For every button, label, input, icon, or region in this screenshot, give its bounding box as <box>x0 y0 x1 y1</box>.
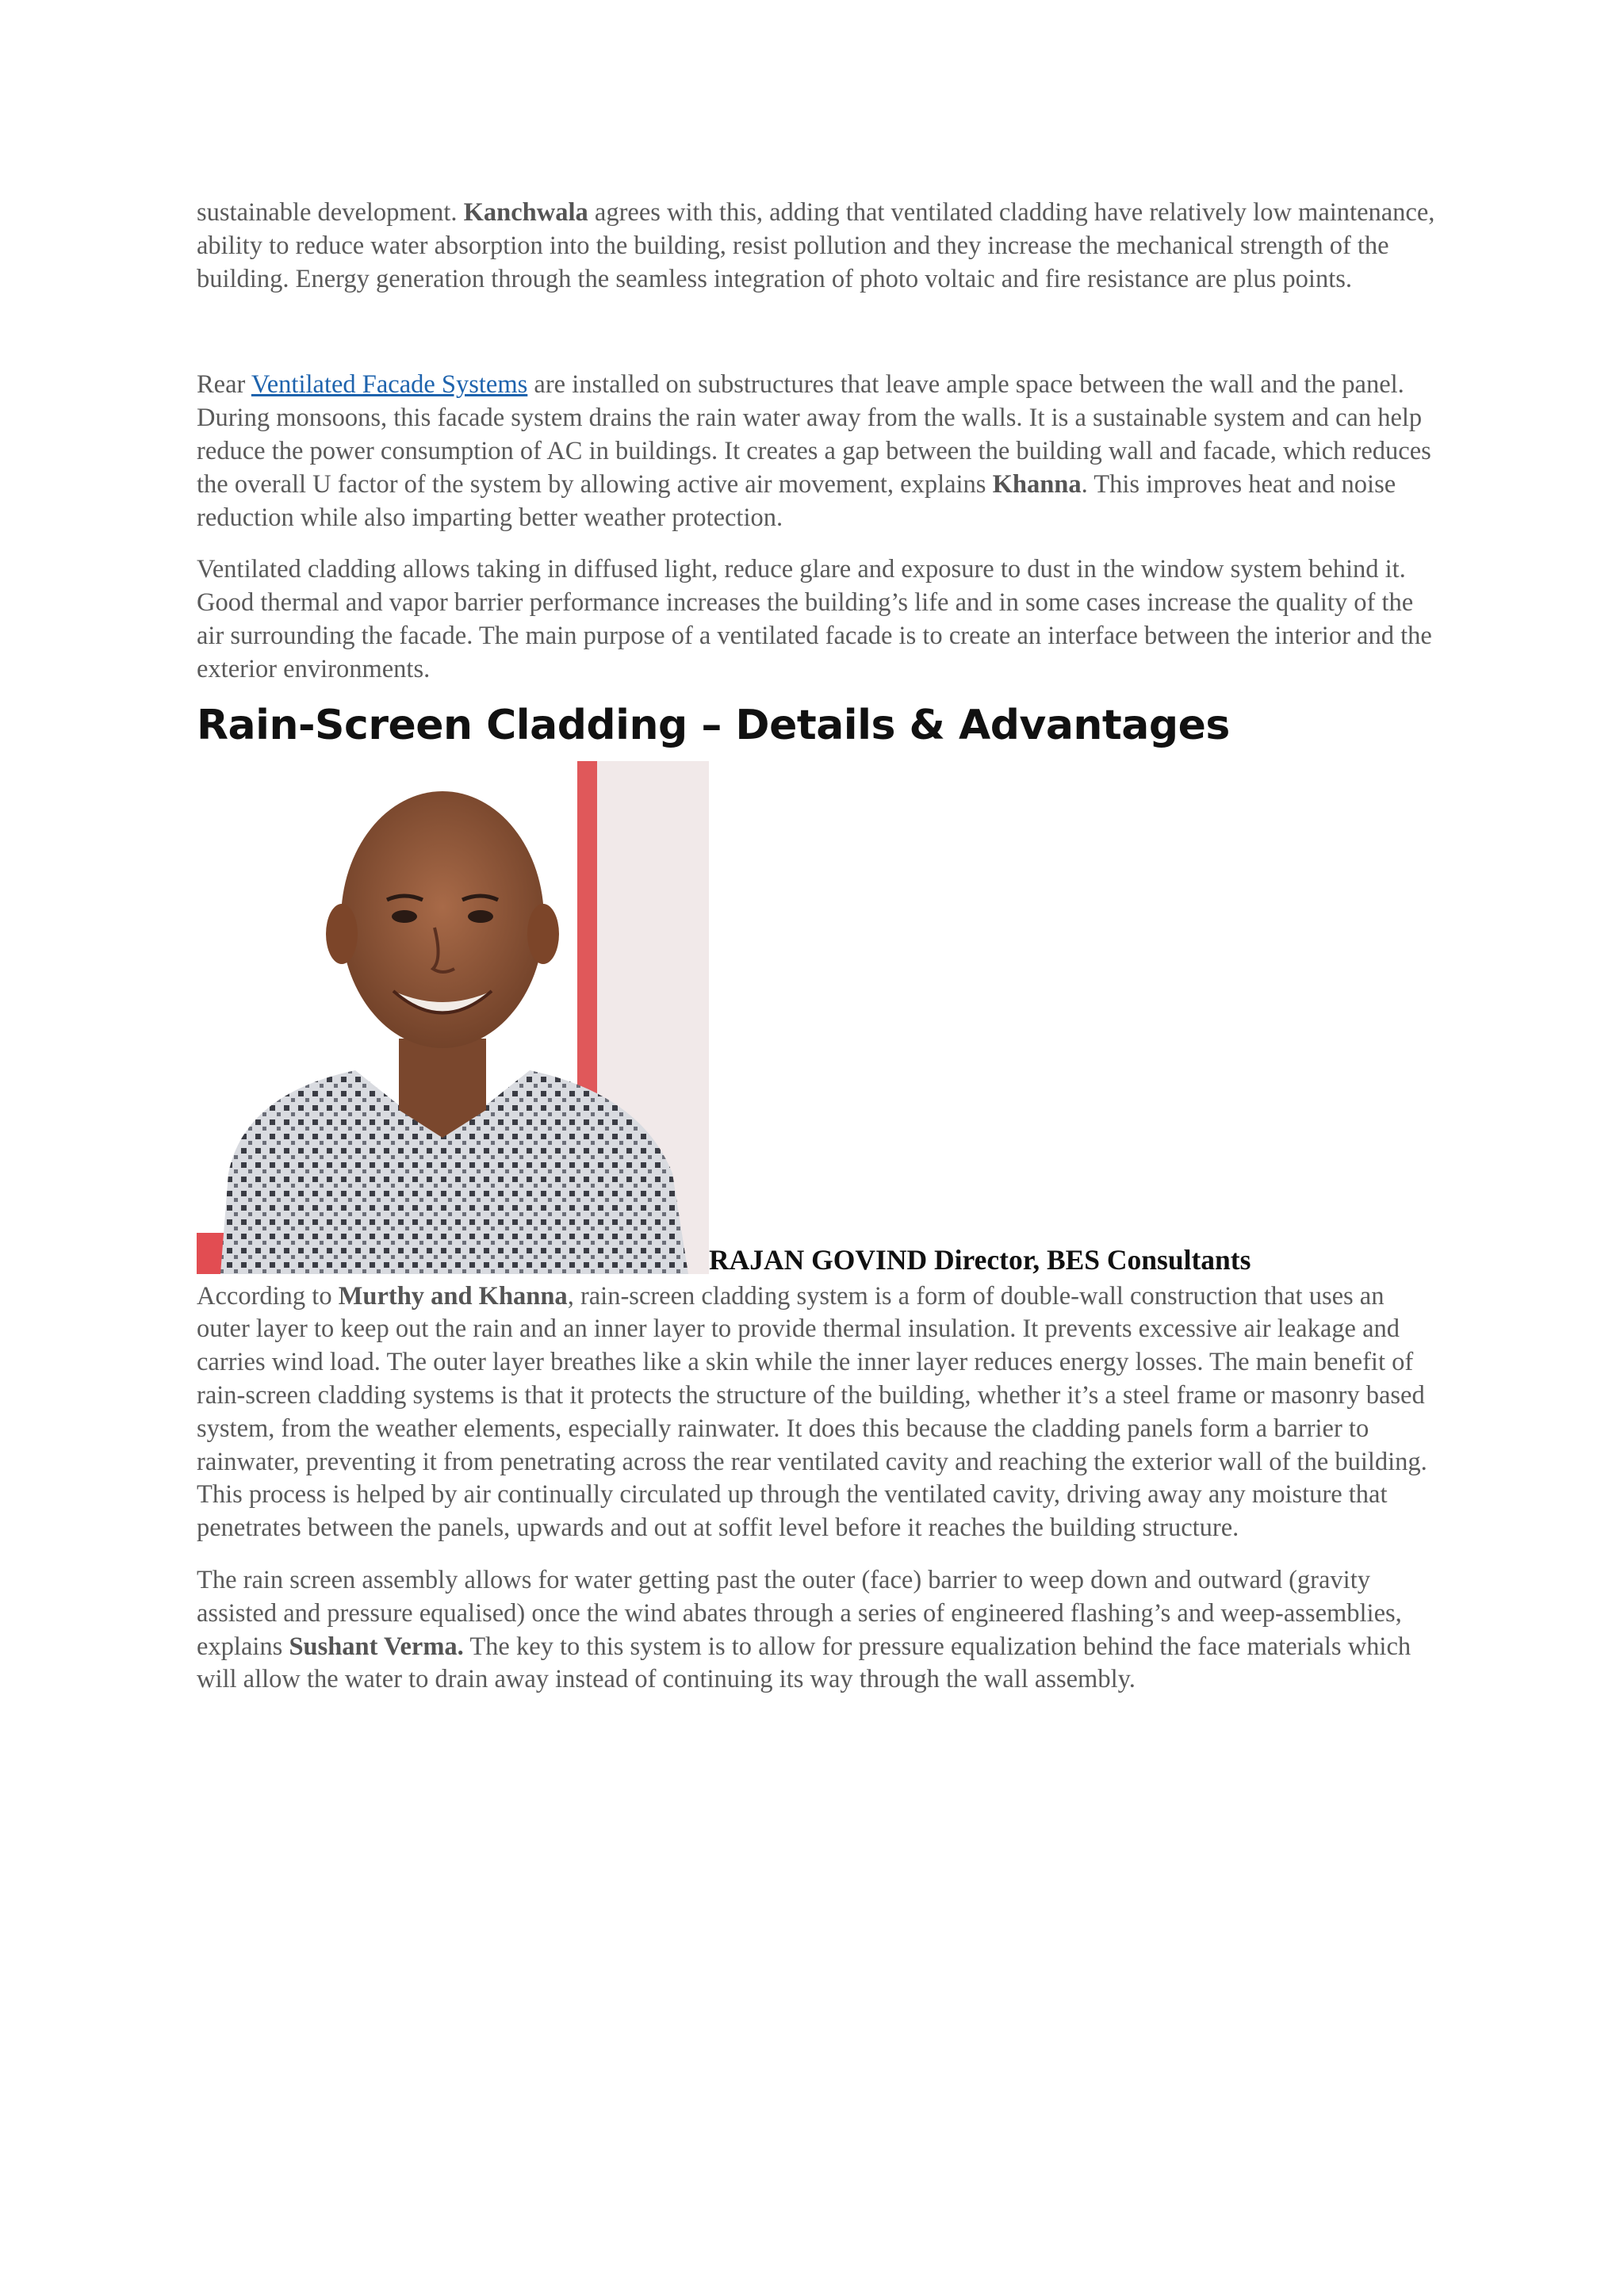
photo-row <box>197 761 1440 1274</box>
portrait-photo <box>197 761 709 1274</box>
paragraph-rain-screen: According to Murthy and Khanna, rain-screen cladding system is a form of double-wall construction that uses an outer layer to keep out the rain and an inner layer to provide thermal insulation. It prevents excessive air leakage and carries wind load. The outer layer breathes like a skin while the inner layer reduces energy losses. The main benefit of rain-screen cladding systems is that it protects the structure of the building, whether it’s a steel frame or masonry based system, from the weather elements, especially rainwater. It does this because the cladding panels form a barrier to rainwater, preventing it from penetrating across the rear ventilated cavity and reaching the exterior wall of the building. This process is helped by air continually circulated up through the ventilated cavity, driving away any moisture that penetrates between the panels, upwards and out at soffit level before it reaches the building structure. <box>197 1281 1427 1543</box>
ventilated-facade-systems-link[interactable]: Ventilated Facade Systems <box>251 370 528 400</box>
name-sushant-verma: Sushant Verma. <box>289 1632 464 1661</box>
paragraph-kanchwala: sustainable development. Kanchwala agrees with this, adding that ventilated cladding have relatively low maintenance, ability to reduce water absorption into the building, resist pollution and they increase the mechanical strength of the building. Energy generation through the seamless integration of photo voltaic and fire resistance are plus points. <box>197 198 1435 293</box>
document-page <box>197 197 1440 1697</box>
section-heading: Rain-Screen Cladding – Details & Advantages <box>197 701 1230 749</box>
name-murthy-khanna: Murthy and Khanna <box>338 1281 568 1311</box>
name-khanna: Khanna <box>992 469 1082 499</box>
paragraph-ventilated-facade: Rear Ventilated Facade Systems are installed on substructures that leave ample space between the wall and the panel. During monsoons, this facade system drains the rain water away from the walls. It is a sustainable system and can help reduce the power consumption of AC in buildings. It creates a gap between the building wall and facade, which reduces the overall U factor of the system by allowing active air movement, explains Khanna. This improves heat and noise reduction while also imparting better weather protection. <box>197 370 1431 532</box>
photo-caption: RAJAN GOVIND Director, BES Consultants <box>709 1243 1251 1276</box>
name-kanchwala: Kanchwala <box>463 198 588 227</box>
paragraph-rain-screen-assembly: The rain screen assembly allows for water getting past the outer (face) barrier to weep down and outward (gravity assisted and pressure equalised) once the wind abates through a series of engineered flashing’s and weep-assemblies, explains Sushant Verma. The key to this system is to allow for pressure equalization behind the face materials which will allow the water to drain away instead of continuing its way through the wall assembly. <box>197 1565 1411 1694</box>
paragraph-ventilated-cladding: Ventilated cladding allows taking in diffused light, reduce glare and exposure to dust in the window system behind it. Good thermal and vapor barrier performance increases the building’s life and in some cases increase the quality of the air surrounding the facade. The main purpose of a ventilated facade is to create an interface between the interior and the exterior environments. <box>197 555 1432 683</box>
